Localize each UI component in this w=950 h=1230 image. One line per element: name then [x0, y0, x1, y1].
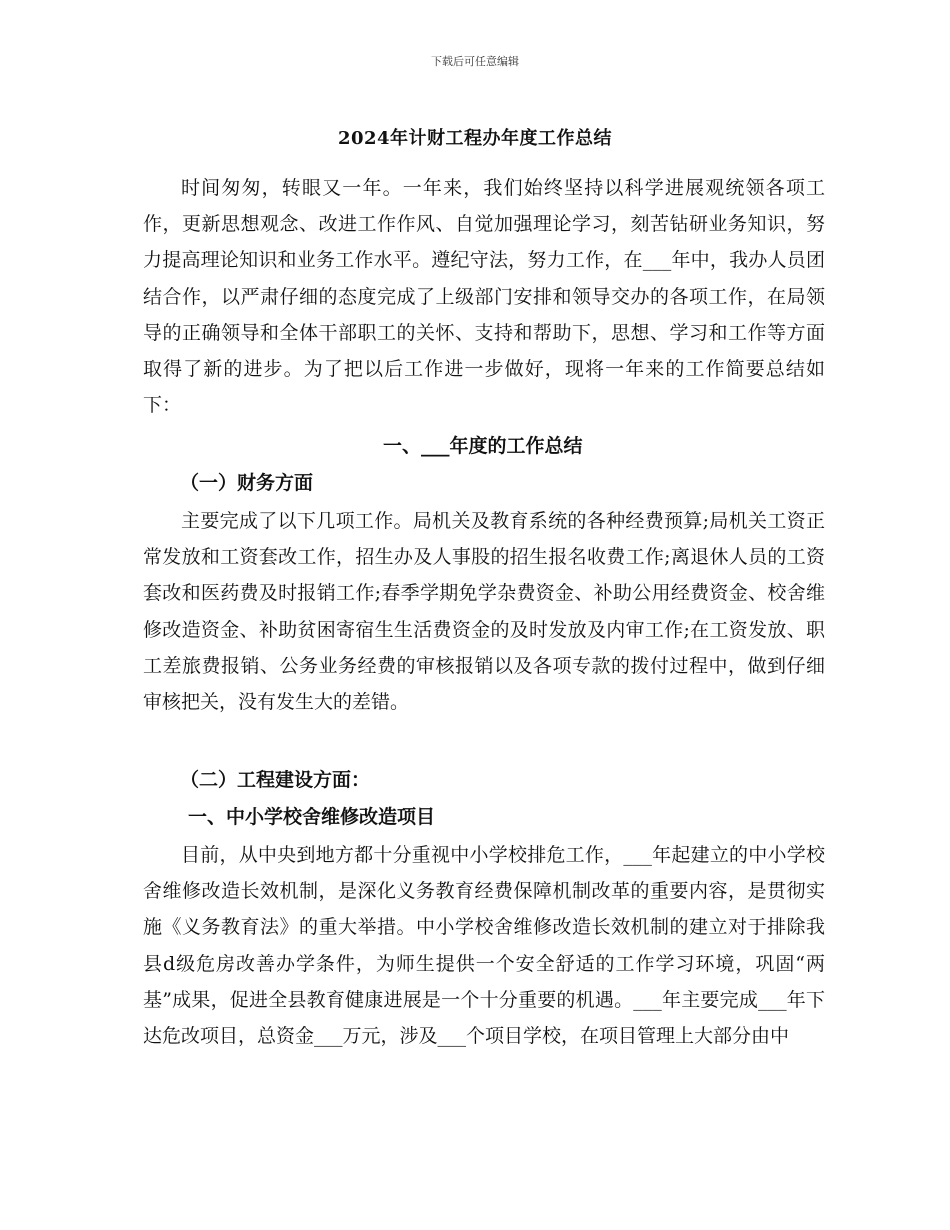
intro-paragraph: 时间匆匆，转眼又一年。一年来，我们始终坚持以科学进展观统领各项工作，更新思想观念、改进工作作风、自觉加强理论学习，刻苦钻研业务知识，努力提高理论知识和业务工作水平。遵纪守法，努力工作，在___年中，我办人员团结合作，以严肃仔细的态度完成了上级部门安排和领导交办的各项工作，在局领导的正确领导和全体干部职工的关怀、支持和帮助下，思想、学习和工作等方面取得了新的进步。为了把以后工作进一步做好，现将一年来的工作简要总结如下： [143, 177, 825, 417]
school-repair-paragraph: 目前，从中央到地方都十分重视中小学校排危工作，___年起建立的中小学校舍维修改造长效机制，是深化义务教育经费保障机制改革的重要内容，是贯彻实施《义务教育法》的重大举措。中小学校舍维修改造长效机制的建立对于排除我县d级危房改善办学条件，为师生提供一个安全舒适的工作学习环境，巩固“两基”成果，促进全县教育健康进展是一个十分重要的机遇。___年主要完成___年下达危改项目，总资金___万元，涉及___个项目学校，在项目管理上大部分由中 [143, 844, 825, 1048]
item-heading-school-repair: 一、中小学校舍维修改造项目 [188, 806, 436, 828]
header-note: 下载后可任意编辑 [431, 55, 519, 68]
subsection-heading-finance: （一）财务方面 [180, 472, 314, 494]
finance-paragraph: 主要完成了以下几项工作。局机关及教育系统的各种经费预算;局机关工资正常发放和工资套改工作，招生办及人事股的招生报名收费工作;离退休人员的工资套改和医药费及时报销工作;春季学期免学杂费资金、补助公用经费资金、校舍维修改造资金、补助贫困寄宿生生活费资金的及时发放及内审工作;在工资发放、职工差旅费报销、公务业务经费的审核报销以及各项专款的拨付过程中，做到仔细审核把关，没有发生大的差错。 [143, 510, 825, 714]
subsection-heading-engineering: （二）工程建设方面： [180, 769, 371, 791]
section-heading: 一、___年度的工作总结 [383, 435, 583, 457]
page-title: 2024年计财工程办年度工作总结 [337, 128, 613, 149]
